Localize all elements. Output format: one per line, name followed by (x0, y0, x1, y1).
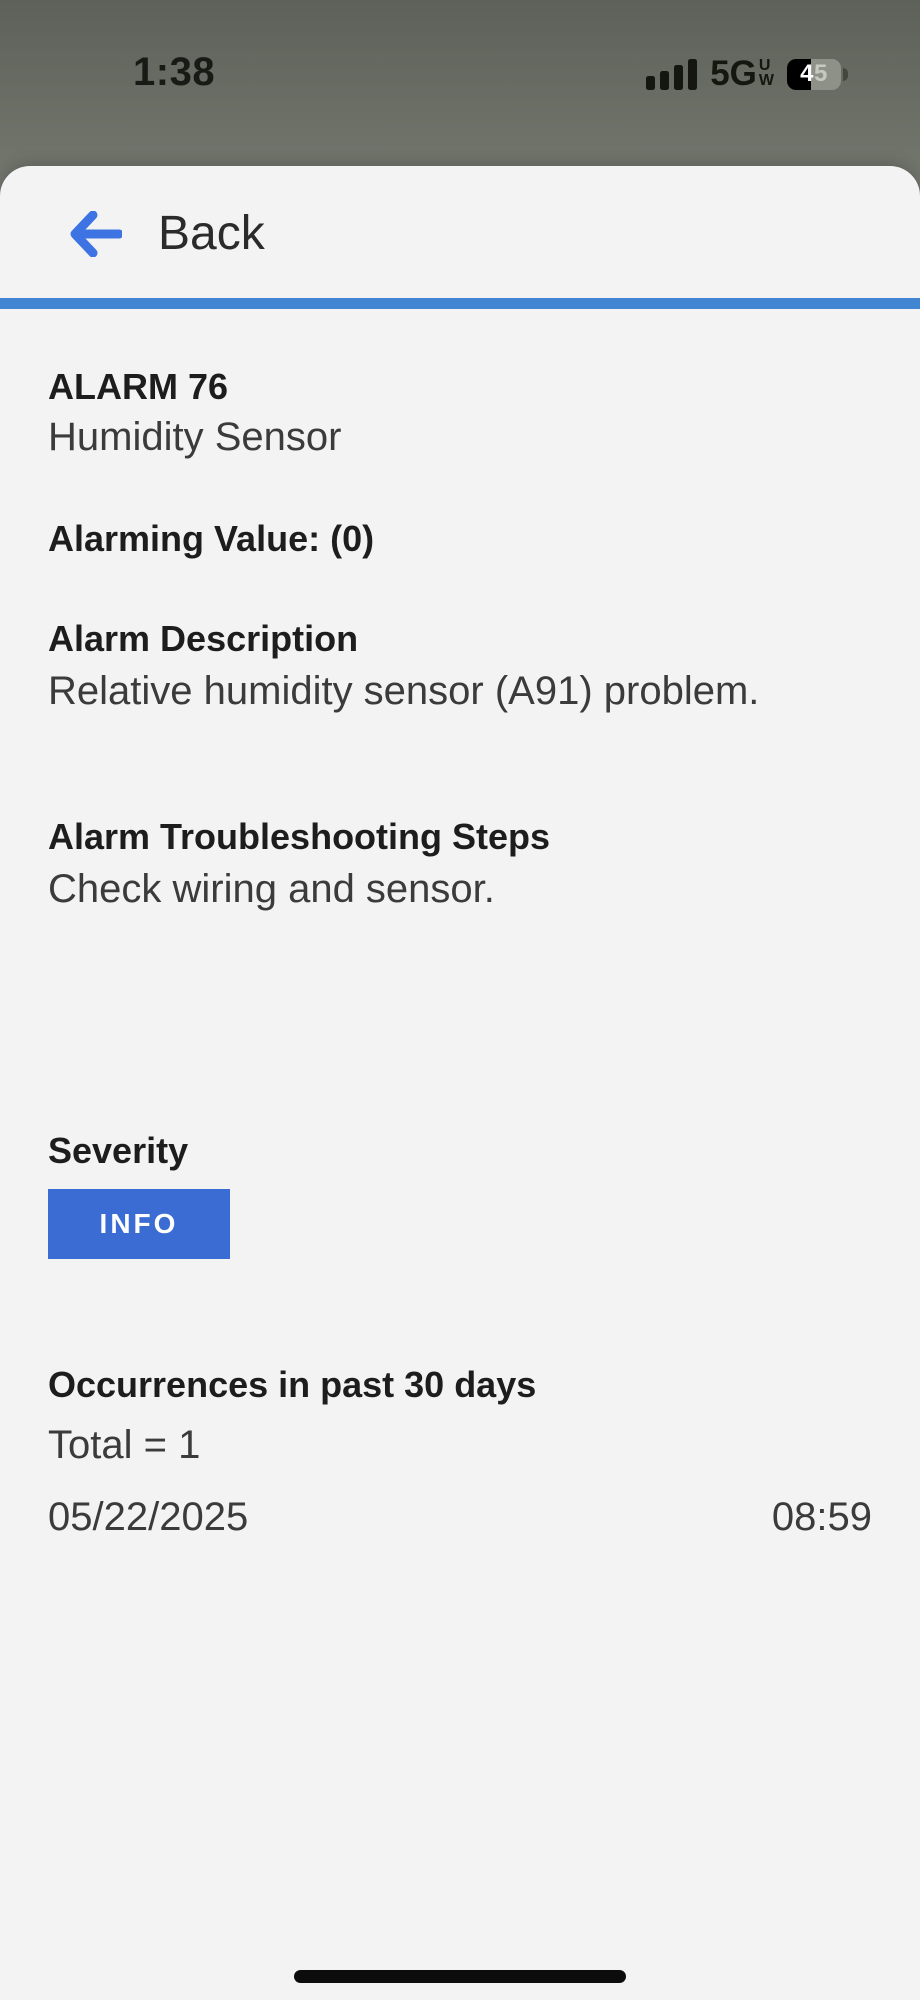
battery-percent: 4 5 (800, 60, 828, 87)
occurrences-total: Total = 1 (48, 1423, 201, 1467)
back-arrow-icon (70, 211, 122, 257)
troubleshooting-text: Check wiring and sensor. (48, 867, 495, 911)
occurrence-date: 05/22/2025 (48, 1495, 249, 1539)
home-indicator[interactable] (294, 1970, 626, 1983)
description-text: Relative humidity sensor (A91) problem. (48, 669, 760, 713)
alarm-subtitle: Humidity Sensor (48, 415, 342, 459)
description-heading: Alarm Description (48, 618, 359, 659)
troubleshooting-heading: Alarm Troubleshooting Steps (48, 816, 551, 857)
alarm-detail-content (0, 365, 920, 1541)
occurrences-heading: Occurrences in past 30 days (48, 1364, 537, 1405)
severity-heading: Severity (48, 1130, 189, 1171)
alarm-title: ALARM 76 (48, 366, 229, 407)
status-time: 1:38 (133, 50, 216, 94)
back-button[interactable] (70, 206, 265, 261)
status-icons (646, 54, 848, 94)
alarm-detail-sheet (0, 166, 920, 2000)
back-button-label: Back (158, 207, 265, 260)
nav-header (0, 166, 920, 298)
cellular-signal-icon (646, 59, 697, 90)
header-accent-divider (0, 298, 920, 309)
occurrence-row (48, 1493, 872, 1541)
occurrence-time: 08:59 (771, 1495, 872, 1539)
network-type-label: 5G U W (710, 54, 774, 93)
status-bar (0, 0, 920, 130)
severity-badge: INFO (48, 1189, 230, 1259)
alarming-value: Alarming Value: (0) (48, 518, 375, 559)
battery-icon (787, 59, 848, 90)
